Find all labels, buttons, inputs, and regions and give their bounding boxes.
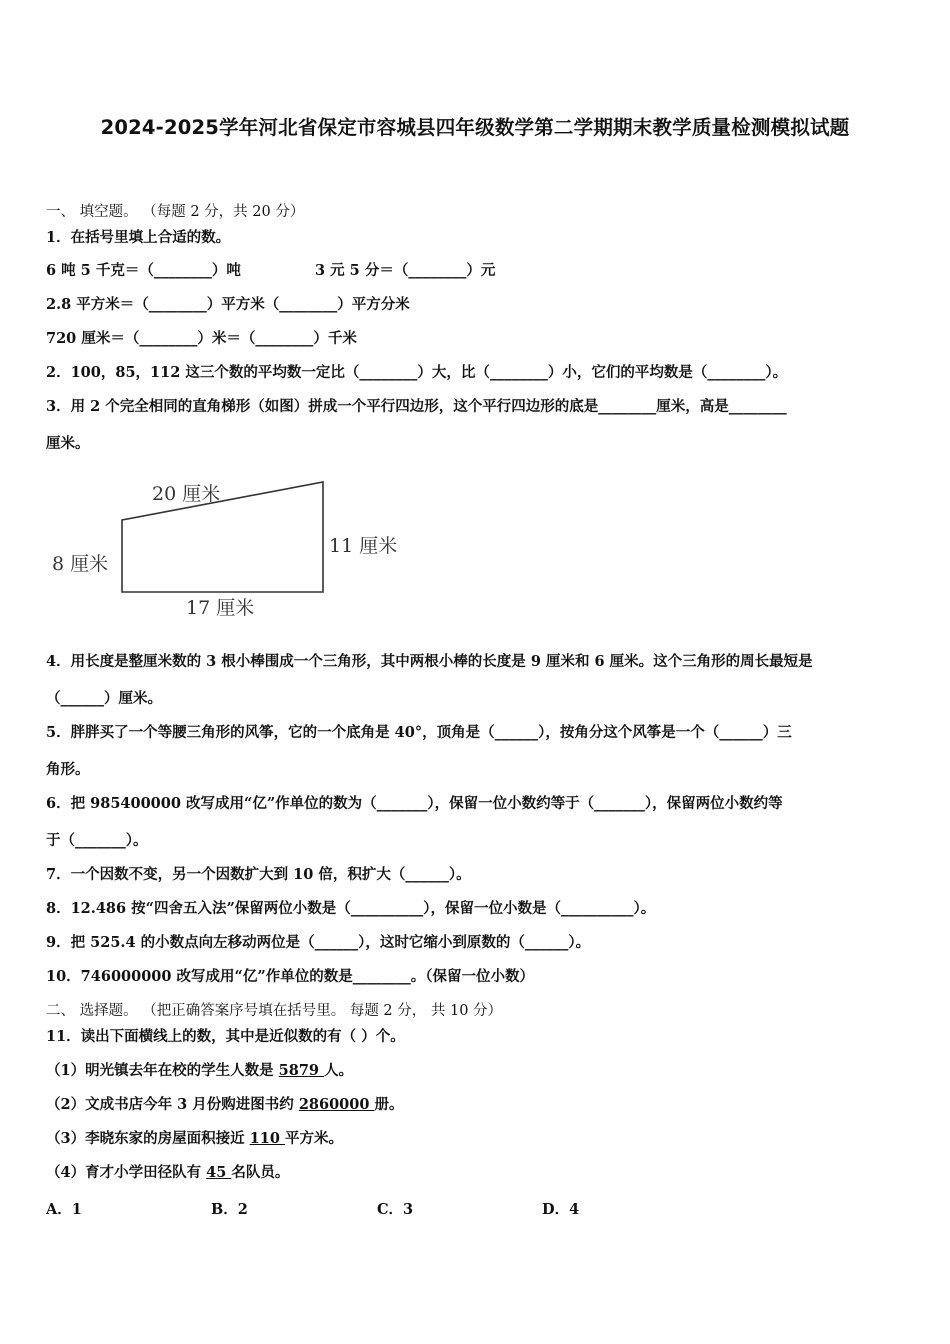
item-text: （2）文成书店今年 3 月份购进图书约: [46, 1096, 299, 1113]
figure-label-bottom: 17 厘米: [186, 597, 255, 619]
question-10: 10．746000000 改写成用“亿”作单位的数是________。（保留一位小数）: [46, 968, 534, 985]
question-4-line-1: 4．用长度是整厘米数的 3 根小棒围成一个三角形，其中两根小棒的长度是 9 厘米和 6 厘米。这个三角形的周长最短是: [46, 653, 813, 670]
page-title: 2024-2025学年河北省保定市容城县四年级数学第二学期期末教学质量检测模拟试题: [100, 116, 850, 139]
underlined-number: 5879: [278, 1062, 325, 1079]
figure-label-right: 11 厘米: [329, 535, 398, 557]
section-1-heading: 一、 填空题。 （每题 2 分，共 20 分）: [46, 204, 305, 220]
question-4-line-2: （______）厘米。: [46, 690, 162, 707]
trapezoid-figure: [46, 470, 416, 630]
question-3-line-2: 厘米。: [46, 435, 90, 452]
underlined-number: 45: [206, 1164, 232, 1181]
item-text: 人。: [324, 1062, 354, 1079]
question-6-line-1: 6．把 985400000 改写成用“亿”作单位的数为（_______），保留一位小数约等于（_______），保留两位小数约等: [46, 795, 783, 812]
question-11-item-1: [46, 1061, 910, 1081]
figure-label-top: 20 厘米: [152, 483, 221, 505]
question-1-item-d: 720 厘米＝（________）米＝（________）千米: [46, 330, 357, 347]
item-text: （3）李晓东家的房屋面积接近: [46, 1130, 250, 1147]
item-text: （4）育才小学田径队有: [46, 1164, 207, 1181]
question-3-line-1: 3．用 2 个完全相同的直角梯形（如图）拼成一个平行四边形，这个平行四边形的底是________厘米，高是________: [46, 398, 787, 415]
question-9: 9．把 525.4 的小数点向左移动两位是（______），这时它缩小到原数的（______）。: [46, 934, 591, 951]
section-2-heading: 二、 选择题。 （把正确答案序号填在括号里。 每题 2 分， 共 10 分）: [46, 1003, 503, 1019]
question-11-item-2: [46, 1095, 910, 1115]
question-11-item-4: [46, 1163, 910, 1183]
question-11-item-3: [46, 1129, 910, 1149]
item-text: （1）明光镇去年在校的学生人数是: [46, 1062, 279, 1079]
option-c[interactable]: C．3: [377, 1201, 414, 1218]
question-5-line-1: 5．胖胖买了一个等腰三角形的风筝，它的一个底角是 40°，顶角是（______），按角分这个风筝是一个（______）三: [46, 724, 792, 741]
item-text: 册。: [374, 1096, 404, 1113]
underlined-number: 110: [249, 1130, 285, 1147]
question-7: 7．一个因数不变，另一个因数扩大到 10 倍，积扩大（______）。: [46, 866, 471, 883]
question-1-item-c: 2.8 平方米＝（________）平方米（________）平方分米: [46, 296, 410, 313]
item-text: 名队员。: [231, 1164, 290, 1181]
option-a[interactable]: A．1: [46, 1201, 82, 1218]
item-text: 平方米。: [284, 1130, 343, 1147]
question-2: 2．100，85，112 这三个数的平均数一定比（________）大，比（________）小，它们的平均数是（________）。: [46, 364, 788, 381]
underlined-number: 2860000: [298, 1096, 375, 1113]
question-1-item-a: 6 吨 5 千克＝（________）吨: [46, 262, 241, 279]
question-8: 8．12.486 按“四舍五入法”保留两位小数是（__________），保留一位小数是（__________）。: [46, 900, 656, 917]
option-d[interactable]: D．4: [542, 1201, 580, 1218]
option-b[interactable]: B．2: [211, 1201, 248, 1218]
figure-label-left: 8 厘米: [52, 553, 109, 575]
question-1-item-b: 3 元 5 分＝（________）元: [315, 262, 496, 279]
question-1-stem: 1．在括号里填上合适的数。: [46, 229, 231, 246]
question-6-line-2: 于（_______）。: [46, 832, 148, 849]
question-11-stem: 11．读出下面横线上的数，其中是近似数的有（ ）个。: [46, 1028, 405, 1045]
question-5-line-2: 角形。: [46, 761, 90, 778]
